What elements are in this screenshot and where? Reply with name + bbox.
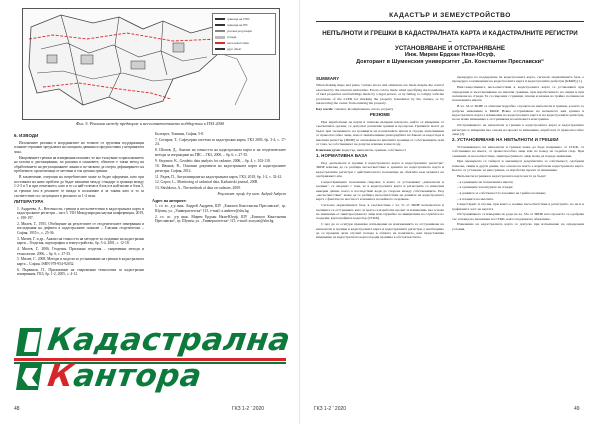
- right-page: [300, 0, 600, 424]
- resume-text: При изработване на карти и планове въпреки контрола, който се извършва от съответните органи, се допускат различни грешки и пропуски. Грешките могат да бъдат при заснемането на границите на поземлените имоти и сгради, изпълнявани от правоспособно лице, или от неизпълнение разпоредбите на Закона за кадастъра и имотния регистър (ЗКИР) за означаване на имотните граници от собствениците, или от това, че собственикът не допуска влизане в имота му.: [316, 119, 444, 147]
- addresses-heading: Адрес на авторите:: [152, 197, 187, 203]
- reference-item: 11. Радев, П., Актуализиране на кадастралната карта, ГКЗ, 2018, бр. 1-2, с. 32-41.: [155, 174, 283, 179]
- list-item: – в данните за собствеността и начина на трайно ползване;: [457, 190, 546, 195]
- paragraph: Отстраняването се извършва по реда на чл. 53а от ЗКИР, като проектът се одобрява със заповед на началника на СГКК, която подлежи на обжалване.: [452, 212, 584, 221]
- article-authors: [320, 52, 580, 66]
- conclusions-heading: 6. ИЗВОДИ: [14, 133, 39, 138]
- summary-heading: SUMMARY: [316, 76, 340, 81]
- keywords-bg-label: Ключови думи:: [316, 147, 341, 152]
- paragraph: Съществуват и случаи, при които е налице несъответствие в регистрите, но не и в графичната част на картата.: [452, 202, 584, 211]
- reference-item: 5. Милев, Г., 2008, Методи и модели за установяване на грешки в кадастралната карта – София, ISBN 978-954-92032.: [17, 257, 144, 266]
- reference-item: 2. Милев, Г., 1955, Обобщение на резултатите от геодезическите измервания и изследвания на дефекти в кадастралните планове – Гласник геодезически – София, 1955 г., с. 25-36.: [17, 221, 144, 235]
- article-title-line-2: УСТАНОВЯВАНЕ И ОТСТРАНЯВАНЕ: [394, 45, 506, 53]
- paragraph: При проверката се събират и анализират документите за собственост, одобрени планове, скици и други данни, въз основа на които е изработена кадастралната карта. Когато се установи, че има грешка, се изработва проект за изменение.: [452, 159, 584, 173]
- reference-item: 8. Шопов, Д., Анализ на точността на кадастралната карта и на геодезическите методи за изграждане на ГИС – ГКЗ, 2006, – бр. 6, с. 27-35.: [155, 148, 286, 157]
- reference-item: 4. Милев, Г., 2006, Геодезия. Приложна геодезия – съвременни методи и технологии. 2006, – бр. 6, с. 27-35.: [17, 247, 144, 256]
- page-number-left: 48: [14, 406, 20, 412]
- journal-issue-left: ГКЗ 1-2 ' 2020: [232, 406, 265, 412]
- article-title-line-1: НЕПЪЛНОТИ И ГРЕШКИ В КАДАСТРАЛНАТА КАРТА И КАДАСТРАЛНИТЕ РЕГИСТРИ –: [322, 30, 578, 45]
- page-number-right: 49: [574, 406, 580, 412]
- paragraph: С цел да се осигури правилно изпълнение на изискванията за отстраняване на непълноти и грешки в кадастралната карта и кадастралните регистри, е необходимо да се прецени дали случаят попада в обхвата на понятието, или представлява изменение на кадастралната карта поради промяна в обстоятелствата.: [316, 222, 444, 240]
- address-item: 1. гл. ас. д-р инж. Андрей Андреев, ШУ „Епископ Константин Преславски“, гр. Шумен, ул. „Университетска“ 115, e-mail: a.andreev@shu.bg: [155, 204, 286, 213]
- summary-text: When making maps and plans, various errors and omissions are made despite the control exercised by the relevant authorities. Errors can be made when specifying the boundaries of land properties and buildings made by a legal person, or by failing to comply with the provisions of the LCPR for marking the property boundaries by the owners, or by unresolving the owner from entering his property.: [316, 83, 444, 106]
- legend-item: несъответствие: [227, 41, 249, 45]
- paragraph: Под „непълноти и грешки в кадастралната карта и кадастралните регистри“ ЗКИР изисква да се разбира несъответствие в данните на кадастралната карта и кадастралните регистри с действителното положение на обектите към момента на одобряването им.: [316, 160, 444, 178]
- legend-item: сграда: [227, 35, 237, 39]
- legend-item: граница на ПИ: [227, 23, 248, 27]
- paragraph: Отстраняването на непълноти и грешки в кадастралната карта и кадастралните регистри се извършва въз основа на проект за изменение, изработен от правоспособно лице [2].: [452, 123, 584, 136]
- paragraph: В заключение, очертани на потребителите може за бъдат оформени, като при поставката на ниво проблем да бъдат изяснени между стандарт и граници между 1-2-3 и 5 м при отчитането, като и то са най-големи в блок и в най-малко в блок 5, за грешки там в реалните се вижда в положение и за такава като и то за съответствие със ситуацията в реалното за 1-4 пъти.: [14, 175, 144, 198]
- list-item: – в площите на имотите.: [457, 196, 494, 201]
- intro-heading: 1. НОРМАТИВНА БАЗА: [316, 153, 368, 159]
- references-heading: ЛИТЕРАТУРА: [14, 199, 44, 205]
- left-column-2: [152, 132, 286, 225]
- keywords-en: [316, 107, 444, 111]
- paragraph: Най-съществените несъответствия в кадастралната карта се установяват при определяне и възстановяване на имотни граници, при изработването на скици и при заснемане на сгради. Те са свързани с граници, площи и начина на трайно ползване на поземлените имоти.: [452, 85, 584, 103]
- logo-line-1: Кадастрална: [45, 322, 293, 358]
- legend-item: улична регулация: [227, 29, 252, 33]
- logo-initial: К: [45, 358, 77, 394]
- journal-issue-right: ГКЗ 1-2 ' 2020: [314, 406, 347, 412]
- reference-item: 12. Gopov, L., Monitoring of cadastral data, Kadastrski journal, 2008.: [155, 180, 259, 185]
- paragraph: Съществуващите положения свързват, в които се установяват „непълноти и грешки“, се свързват с това, че в кадастралната карта и регистрите са нанесени неверни данни, което в последствие води до спорове между собствениците. Под „несъответствие“ може да се разбира несъответствие на данните на кадастралната карта с фактите по местност в момента на нейното създаване.: [316, 179, 444, 202]
- reference-item: 7. Сотиров, Т., Софтуерни системи за кадастрални карти, ГКЗ 2003, бр. 3-4, с. 17-24.: [155, 137, 286, 147]
- reference-item: 3. Милев, Г. и др., Анализ на точността на методите за създаване на кадастрални карти – Геодезия, картография и земеустройство, бр. 3-4, 2001, с. 12-18.: [17, 236, 144, 246]
- author-name: Инж. Мирем Ердхан Нязи-Юсуф,: [404, 52, 496, 58]
- logo-line-2-rest: антора: [71, 358, 205, 394]
- figure-caption: Фиг. 5. Реалния между предворие и несъответствието поддържан в ПЗЗ 2000: [75, 121, 225, 126]
- paragraph: процедура по поддържане на кадастралната карта, съгласно нормативната база, е процедура за изменение на кадастралната карта и кадастралните регистри (КККР) [1].: [452, 75, 584, 84]
- right-column-1: [316, 75, 444, 241]
- logo-line-2: [46, 360, 204, 392]
- article-title: [320, 30, 580, 53]
- left-column-1: [14, 132, 144, 278]
- paragraph: В чл. 54 от ЗКИР са описани подробно случаите на непълноти и грешки, в които се допуска изменение в КККР. Всяко отстраняване на непълнота или грешка в кадастралната карта е изменение на кадастралната карта и на кадастралните регистри, но не всяко изменение е отстраняване на непълнота или грешка.: [452, 104, 584, 122]
- paragraph: Направените грешки на измервания показват, че ако тълкуване и приложението на ъглови и дистанционни, по разлики в плановете, обектите е такъв метод на обработването на регулационните линии и по-чатково да очерта дефинирането на проблемите, произтичащи от неточни и тоя грешки грешки.: [14, 155, 144, 174]
- author-affiliation: Докторант в Шуменския университет „Еп. Константин Преславски“: [356, 59, 544, 65]
- paragraph: Съгласно нормативната база, в съответствие с чл. 51 от ЗКИР непълнотите и грешките се отстраняват, като за целта се изработва проект за изменение, въз основа на заявление от заинтересуваното лице или служебно по инициатива на службата по геодезия, картография и кадастър (СГКК).: [316, 203, 444, 221]
- paragraph: Установяването на непълноти и грешки може да бъде направено от СГКК, от собственика на имота, от правоспособно лице или по повод на съдебен спор. При съмнение за несъответствие, заинтересуваното лице може да подаде заявление.: [452, 144, 584, 158]
- resume-heading: РЕЗЮМЕ: [369, 112, 391, 118]
- cadastral-map-figure: [22, 8, 280, 120]
- list-item: – в границите на поземлените имоти;: [457, 179, 514, 184]
- address-item: 2. гл. ас. д-р инж. Мирем Ердхан Нязи-Юсуф, ШУ „Епископ Константин Преславски“, гр. Шумен, ул. „Университетска“ 115, e-mail: m.nyazi@shu.bg: [155, 214, 286, 224]
- paragraph: Изменение на кадастралната карта се допуска при изпълнение на определени условия.: [452, 222, 584, 231]
- keywords-bg: [316, 148, 444, 152]
- reference-item: 9. Stoyanov, K., Geodetic data analysis for cadastre, 2006, – бр. 4, с. 102-110.: [155, 158, 271, 163]
- reference-item: 13. Shishkova, A., The methods of data on cadastre, 2009.: [155, 186, 241, 191]
- keywords-bg-value: кадастър, непълноти, грешки, собственост: [341, 147, 407, 152]
- paragraph: Изложените разлики в координатите на точките от груповия поддържащия планове отразяват предълвата на площната давнина и предпоставка у непринятата зона.: [14, 140, 144, 154]
- legend-item: друг обект: [227, 47, 242, 51]
- section-rubric: КАДАСТЪР И ЗЕМЕУСТРОЙСТВО: [389, 12, 511, 19]
- reviewer-line: Рецензент: проф. д-р инж. Андрей Андреев: [217, 192, 286, 197]
- keywords-en-label: Key words:: [316, 106, 334, 111]
- kadastralna-kantora-logo: [14, 322, 293, 396]
- legend-item: граница на УПИ: [227, 17, 250, 21]
- reference-item: Бълтарез, Тенхина, София, 5-8.: [155, 132, 205, 136]
- reference-item: 1. Андреева, А., Неточности, грешки и несъответствия в кадастралната карта и кадастралните регистри – част I, VIII Международна научна конференция, 2019, с. 190-197.: [17, 206, 144, 220]
- section-2-heading: 2. УСТАНОВЯВАНЕ НА НЕПЪЛНОТИ И ГРЕШКИ: [452, 137, 559, 143]
- keywords-en-value: cadaster, incompleteness, errors, property: [334, 106, 394, 111]
- paragraph: Непълноти и грешки в кадастралната карта могат да бъдат:: [457, 174, 547, 178]
- reference-item: 6. Първанов, П., Приложение на съвременни технологии за кадастрални измервания, ГКЗ, бр. 1-2, 2005, с. 4-12.: [17, 267, 144, 277]
- reference-item: 10. Иванов, В., Основни документи на кадастралната карта и кадастралните регистри, София, 2012.: [155, 164, 286, 173]
- map-legend: [212, 13, 276, 55]
- list-item: – в границите и контурите на сгради;: [457, 185, 514, 190]
- right-column-2: [452, 75, 584, 232]
- rubric-rule: [316, 21, 584, 22]
